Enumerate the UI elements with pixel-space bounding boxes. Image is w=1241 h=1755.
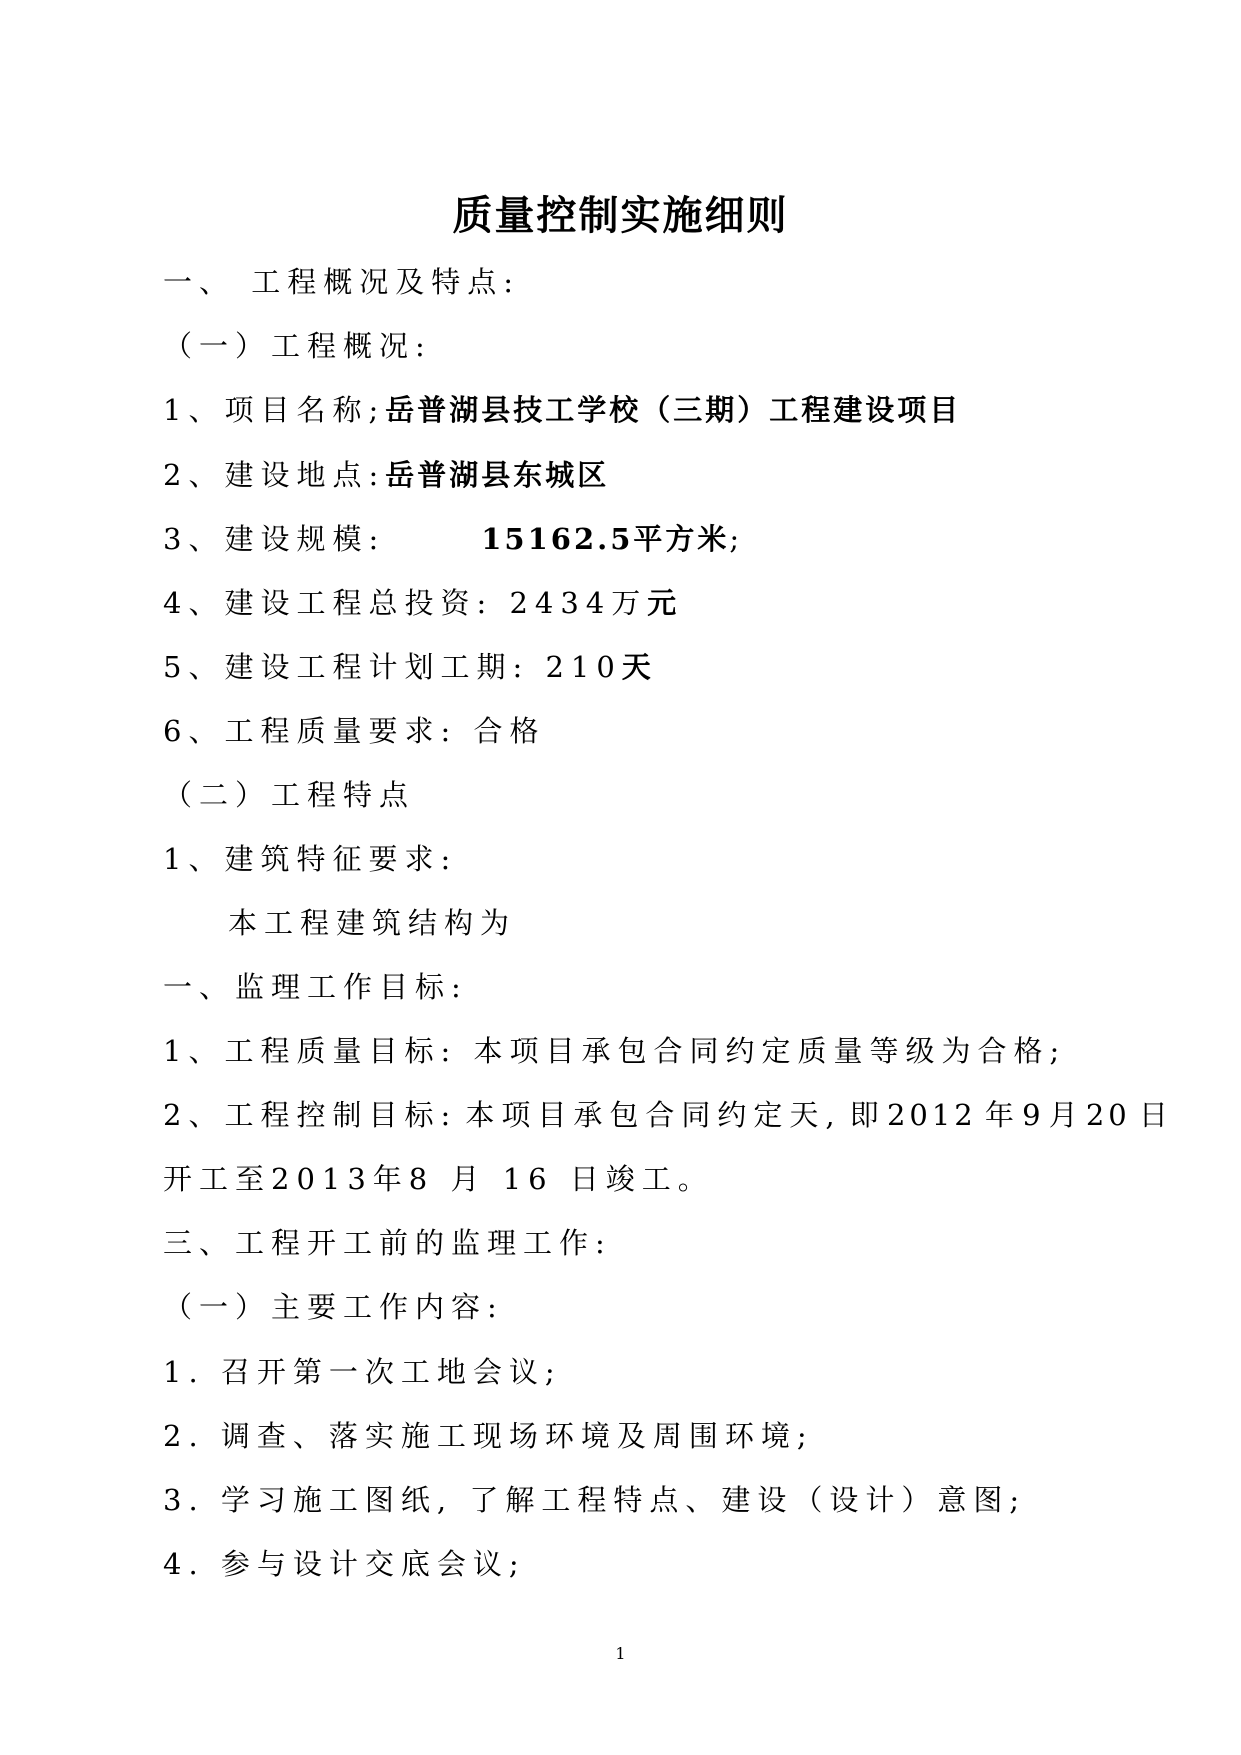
section-heading-objectives: 一、监理工作目标: [163,970,468,1004]
subsection-heading-features: （二）工程特点 [163,778,416,812]
construction-scale-line [163,519,746,559]
total-investment-line [163,583,679,623]
work-item-2: 2. 调查、落实施工现场环境及周围环境; [163,1419,814,1453]
document-title: 质量控制实施细则 [452,192,789,239]
construction-site-label: 2、建设地点: [163,458,386,492]
construction-site-value: 岳普湖县东城区 [385,458,610,492]
construction-scale-label: 3、建设规模: [163,522,386,556]
project-name-value: 岳普湖县技工学校（三期）工程建设项目 [385,393,962,427]
control-objective-part: 2012 [886,1098,977,1132]
planned-duration-unit: 天 [621,650,654,684]
project-name-label: 1、项目名称; [163,393,386,427]
work-item-4: 4. 参与设计交底会议; [163,1547,526,1581]
section-heading-preconstruction: 三、工程开工前的监理工作: [163,1226,612,1260]
construction-site-line [163,455,609,495]
total-investment-label: 4、建设工程总投资: 2434万 [163,586,648,620]
quality-requirement-line: 6、工程质量要求: 合格 [163,714,546,748]
construction-scale-value: 15162.5平方米 [481,522,730,556]
construction-scale-tail: ; [729,522,747,556]
control-objective-part: 9 [1022,1098,1041,1132]
section-heading-overview: 一、 工程概况及特点: [163,265,520,299]
control-objective-part: 即 [849,1098,879,1132]
page-number: 1 [615,1644,626,1663]
building-structure-line: 本工程建筑结构为 [228,906,517,940]
control-objective-continuation: 开工至2013年8 月 16 日竣工。 [163,1162,714,1196]
control-objective-part: 月 [1048,1098,1078,1132]
project-name-line [163,390,961,430]
control-objective-part: 20 [1085,1098,1131,1132]
work-item-3: 3. 学习施工图纸, 了解工程特点、建设（设计）意图; [163,1483,1027,1517]
control-objective-part: 日 [1138,1098,1168,1132]
control-objective-line [163,1095,1168,1135]
total-investment-unit: 元 [647,586,680,620]
subsection-heading-overview: （一）工程概况: [163,329,432,363]
building-feature-line: 1、建筑特征要求: [163,842,458,876]
control-objective-part: 2、工程控制目标: [163,1098,458,1132]
quality-objective-line: 1、工程质量目标: 本项目承包合同约定质量等级为合格; [163,1034,1067,1068]
planned-duration-label: 5、建设工程计划工期: 210 [163,650,622,684]
planned-duration-line [163,647,654,687]
subsection-heading-main-work: （一）主要工作内容: [163,1290,504,1324]
control-objective-part: 本项目承包合同约定天, [465,1098,842,1132]
work-item-1: 1. 召开第一次工地会议; [163,1355,562,1389]
control-objective-part: 年 [984,1098,1014,1132]
